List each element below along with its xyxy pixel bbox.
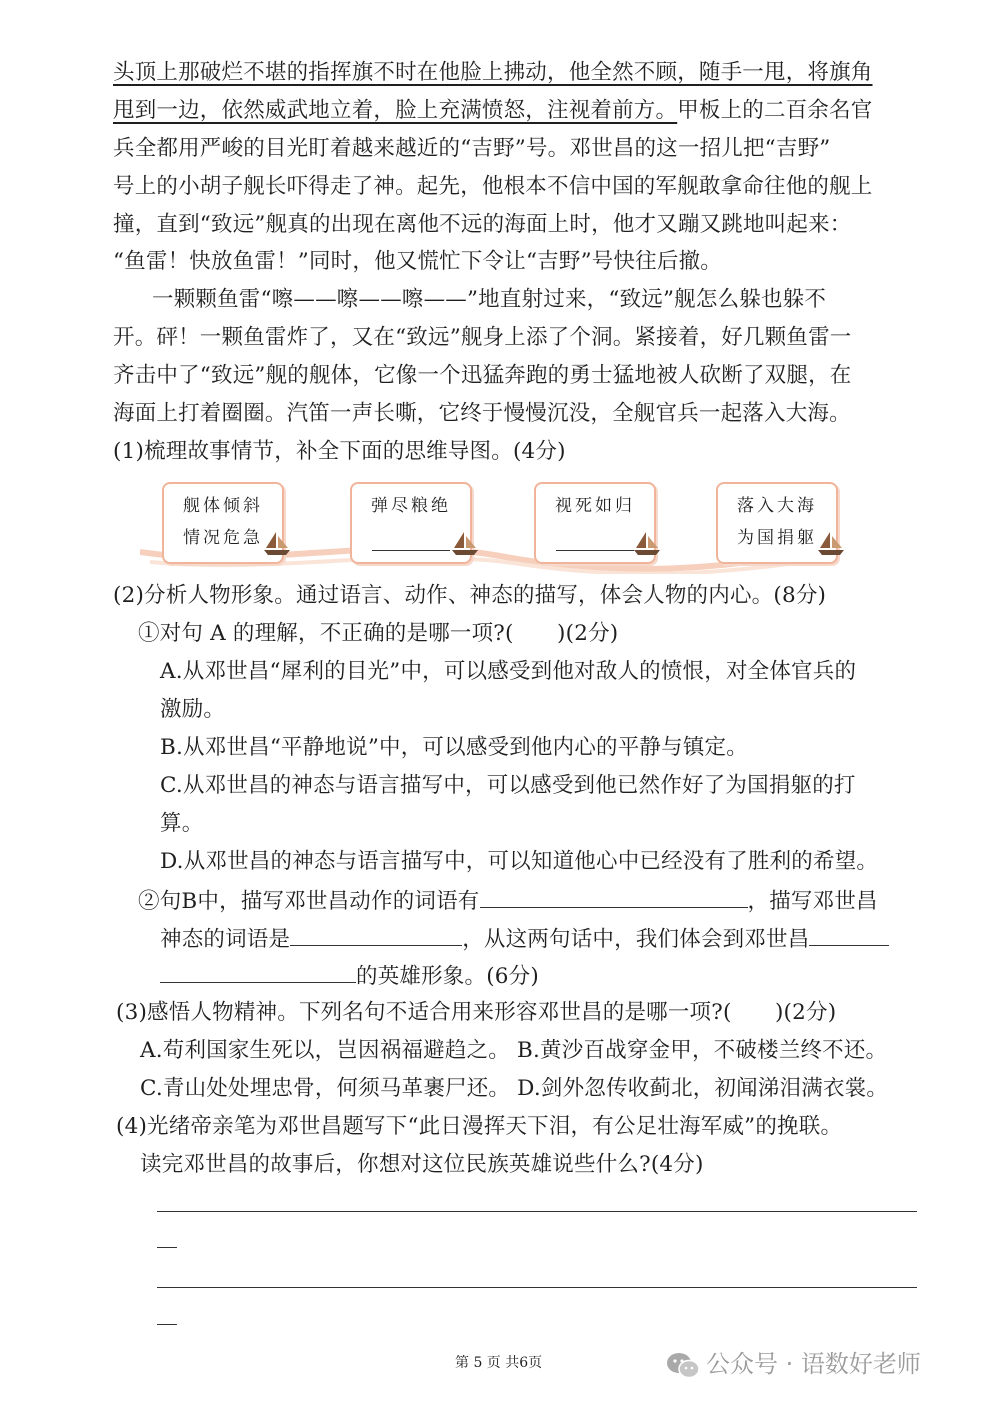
sailboat-icon — [632, 530, 662, 556]
passage-line-6: “鱼雷！快放鱼雷！”同时，他又慌忙下令让“吉野”号快往后撤。 — [113, 249, 722, 274]
passage-line-5: 撞，直到“致远”舰真的出现在离他不远的海面上时，他才又蹦又跳地叫起来： — [113, 212, 852, 237]
option-b[interactable]: B.从邓世昌“平静地说”中，可以感受到他内心的平静与镇定。 — [160, 735, 748, 760]
question-2-stem: (2)分析人物形象。通过语言、动作、神态的描写，体会人物的内心。(8分) — [113, 583, 827, 608]
passage-line-10: 海面上打着圈圈。汽笛一声长嘶，它终于慢慢沉没，全舰官兵一起落入大海。 — [113, 401, 851, 426]
node-1-line-1: 舰体倾斜 — [183, 496, 263, 516]
passage-line-2-rest: 甲板上的二百余名官 — [677, 98, 873, 123]
page-number: 第 5 页 共6页 — [455, 1355, 543, 1371]
node-4-line-1: 落入大海 — [737, 496, 817, 516]
sailboat-icon — [450, 530, 480, 556]
passage-line-1: 头顶上那破烂不堪的指挥旗不时在他脸上拂动，他全然不顾，随手一甩，将旗角 — [113, 60, 873, 85]
answer-line-1-tail — [157, 1247, 177, 1248]
sailboat-icon — [262, 530, 292, 556]
q3-option-a[interactable]: A.苟利国家生死以，岂因祸福避趋之。 — [140, 1038, 510, 1063]
sub2-text-a: ②句B中，描写邓世昌动作的词语有 — [138, 889, 480, 914]
sub2-text-d: ，从这两句话中，我们体会到邓世昌 — [462, 927, 810, 952]
question-4-stem-line-1: (4)光绪帝亲笔为邓世昌题写下“此日漫挥天下泪，有公足壮海军威”的挽联。 — [116, 1114, 843, 1139]
expression-words-blank[interactable] — [290, 923, 462, 946]
answer-line-2-tail — [157, 1324, 177, 1325]
watermark — [666, 1344, 921, 1379]
question-1-stem: (1)梳理故事情节，补全下面的思维导图。(4分) — [113, 439, 566, 464]
question-3-options-row-1 — [140, 1036, 887, 1066]
action-words-blank[interactable] — [480, 885, 748, 908]
node-4-line-2: 为国捐躯 — [737, 528, 817, 548]
passage-line-4: 号上的小胡子舰长吓得走了神。起先，他根本不信中国的军舰敢拿命往他的舰上 — [113, 174, 873, 199]
passage-line-2 — [113, 96, 873, 126]
question-2-sub-2-line-3 — [160, 960, 539, 992]
underlined-sentence-b: 甩到一边，依然威武地立着，脸上充满愤怒，注视着前方。 — [113, 98, 678, 123]
question-3-stem: (3)感悟人物精神。下列名句不适合用来形容邓世昌的是哪一项?( )(2分) — [116, 1000, 837, 1025]
question-4-stem-line-2: 读完邓世昌的故事后，你想对这位民族英雄说些什么?(4分) — [140, 1152, 704, 1177]
passage-line-3: 兵全都用严峻的目光盯着越来越近的“吉野”号。邓世昌的这一招儿把“吉野” — [113, 136, 831, 161]
q3-option-c[interactable]: C.青山处处埋忠骨，何须马革裹尸还。 — [140, 1076, 511, 1101]
question-3-options-row-2 — [140, 1074, 888, 1104]
mind-map — [140, 474, 840, 574]
option-c-line-2: 算。 — [160, 811, 204, 836]
node-2-line-1: 弹尽粮绝 — [371, 496, 451, 516]
sub2-text-b: ，描写邓世昌 — [747, 889, 878, 914]
sailboat-icon — [816, 530, 846, 556]
option-a-line-2: 激励。 — [160, 697, 226, 722]
node-1-line-2: 情况危急 — [183, 528, 263, 548]
q3-option-d[interactable]: D.剑外忽传收蓟北，初闻涕泪满衣裳。 — [517, 1076, 889, 1101]
passage-line-9: 齐击中了“致远”舰的舰体，它像一个迅猛奔跑的勇士猛地被人砍断了双腿，在 — [113, 363, 852, 388]
node-2-answer-blank[interactable] — [372, 528, 450, 551]
hero-image-blank-part-1[interactable] — [809, 923, 889, 946]
passage-line-7: 一颗颗鱼雷“嚓——嚓——嚓——”地直射过来，“致远”舰怎么躲也躲不 — [152, 287, 827, 312]
answer-line-1[interactable] — [157, 1211, 917, 1212]
question-2-sub-2-line-1 — [138, 885, 878, 917]
sub2-text-c: 神态的词语是 — [160, 927, 291, 952]
watermark-text: 公众号 · 语数好老师 — [706, 1350, 921, 1378]
question-2-sub-2-line-2 — [160, 923, 889, 955]
option-c-line-1[interactable]: C.从邓世昌的神态与语言描写中，可以感受到他已然作好了为国捐躯的打 — [160, 773, 856, 798]
sub2-text-e: 的英雄形象。(6分) — [356, 964, 539, 989]
node-3-answer-blank[interactable] — [556, 528, 634, 551]
node-3-line-1: 视死如归 — [555, 496, 635, 516]
passage-line-8: 开。砰！一颗鱼雷炸了，又在“致远”舰身上添了个洞。紧接着，好几颗鱼雷一 — [113, 325, 852, 350]
q3-option-b[interactable]: B.黄沙百战穿金甲，不破楼兰终不还。 — [517, 1038, 888, 1063]
hero-image-blank-part-2[interactable] — [160, 960, 356, 983]
wechat-icon — [666, 1351, 700, 1379]
option-a-line-1[interactable]: A.从邓世昌“犀利的目光”中，可以感受到他对敌人的愤恨，对全体官兵的 — [160, 659, 857, 684]
answer-line-2[interactable] — [157, 1287, 917, 1288]
option-d[interactable]: D.从邓世昌的神态与语言描写中，可以知道他心中已经没有了胜利的希望。 — [160, 849, 879, 874]
question-2-sub-1: ①对句 A 的理解，不正确的是哪一项?( )(2分) — [138, 621, 619, 646]
